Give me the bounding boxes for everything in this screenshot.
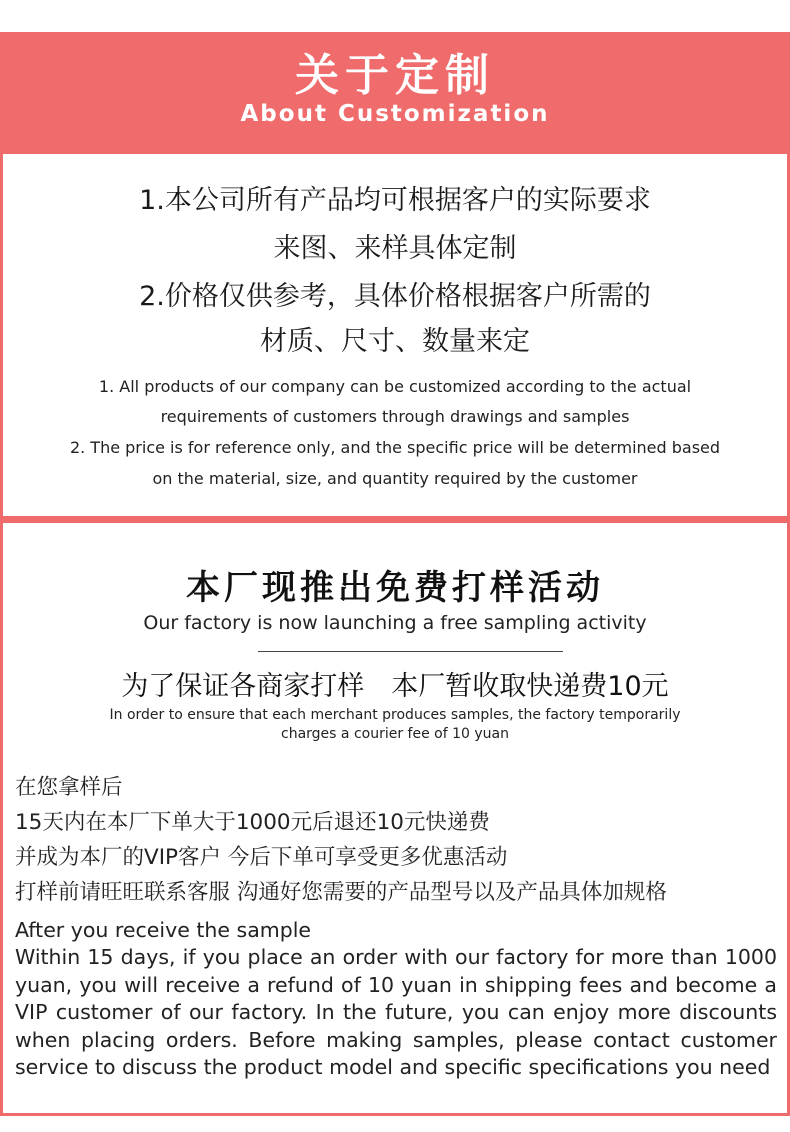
about-customization-panel <box>0 154 790 519</box>
details-cn-line-4: 打样前请旺旺联系客服 沟通好您需要的产品型号以及产品具体加规格 <box>15 880 667 905</box>
about-en-line-4: on the material, size, and quantity required by the customer <box>152 469 638 488</box>
details-cn-line-1: 在您拿样后 <box>15 775 123 800</box>
about-cn-line-4: 材质、尺寸、数量来定 <box>260 326 530 357</box>
courier-fee-notice-cn: 为了保证各商家打样 本厂暂收取快递费10元 <box>121 671 669 702</box>
about-en-line-2: requirements of customers through drawings and samples <box>160 407 630 426</box>
details-en-body: Within 15 days, if you place an order with our factory for more than 1000 yuan, you will receive a refund of 10 yuan in shipping fees and become a VIP customer of our factory. In the future, you can enjoy more discounts when placing orders. Before making samples, please contact customer service to discuss the product model and specific specifications you need <box>15 945 777 1079</box>
details-en-intro: After you receive the sample <box>15 918 312 942</box>
about-cn-line-1: 1.本公司所有产品均可根据客户的实际要求 <box>139 185 651 216</box>
heading-underline <box>258 651 563 652</box>
free-sampling-panel <box>0 520 790 1116</box>
details-cn-line-2: 15天内在本厂下单大于1000元后退还10元快递费 <box>15 810 490 835</box>
about-en-line-1: 1. All products of our company can be customized according to the actual <box>98 377 692 396</box>
page-subtitle: About Customization <box>240 101 550 127</box>
sampling-heading-cn: 本厂现推出免费打样活动 <box>186 568 604 608</box>
details-cn-line-3: 并成为本厂的VIP客户 今后下单可享受更多优惠活动 <box>15 845 508 870</box>
sampling-heading-en: Our factory is now launching a free sampling activity <box>143 612 647 634</box>
courier-fee-notice-en-2: charges a courier fee of 10 yuan <box>281 726 509 742</box>
courier-fee-notice-en-1: In order to ensure that each merchant produces samples, the factory temporarily <box>109 707 681 723</box>
about-cn-line-2: 来图、来样具体定制 <box>273 233 517 264</box>
about-en-line-3: 2. The price is for reference only, and the specific price will be determined based <box>69 438 721 457</box>
about-cn-line-3: 2.价格仅供参考，具体价格根据客户所需的 <box>139 281 651 312</box>
header-banner <box>0 32 790 154</box>
page-title: 关于定制 <box>295 50 495 101</box>
